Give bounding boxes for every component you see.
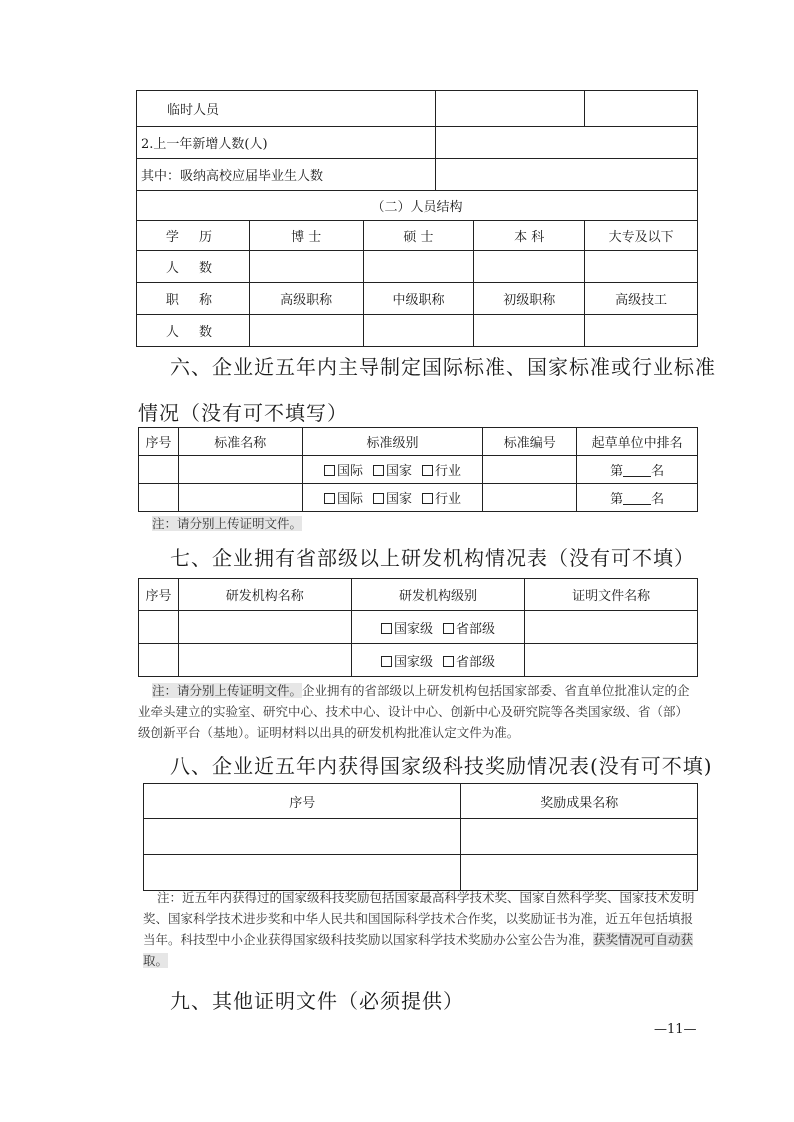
level-option[interactable]: 行业: [422, 464, 461, 479]
value-cell[interactable]: [249, 315, 363, 347]
value-cell[interactable]: [144, 819, 461, 855]
col-header: 研发机构级别: [351, 579, 525, 611]
value-cell[interactable]: [178, 611, 351, 644]
level-options: [302, 484, 483, 512]
section8-heading: 八、企业近五年内获得国家级科技奖励情况表(没有可不填): [170, 754, 713, 778]
col-header: 序号: [139, 579, 179, 611]
row-label: 其中：吸纳高校应届毕业生人数: [137, 159, 436, 191]
title-header: 高级职称: [249, 283, 363, 315]
level-options: [351, 644, 525, 677]
col-header: 标准级别: [302, 428, 483, 456]
row-label: 临时人员: [137, 91, 436, 127]
checkbox-icon[interactable]: [422, 493, 433, 504]
rank-blank[interactable]: [623, 464, 651, 477]
level-option[interactable]: 国家级: [381, 622, 433, 637]
count-label: 人 数: [137, 251, 250, 283]
col-header: 证明文件名称: [525, 579, 698, 611]
checkbox-icon[interactable]: [324, 493, 335, 504]
edu-header: 博 士: [249, 221, 363, 251]
col-header: 标准编号: [483, 428, 577, 456]
level-option[interactable]: 国家: [373, 492, 412, 507]
level-option[interactable]: 省部级: [443, 655, 495, 670]
count-label: 人 数: [137, 315, 250, 347]
level-option[interactable]: 省部级: [443, 622, 495, 637]
value-cell[interactable]: [144, 855, 461, 891]
rank-cell[interactable]: 第 名: [577, 484, 698, 512]
value-cell[interactable]: [178, 456, 302, 484]
col-header: 标准名称: [178, 428, 302, 456]
checkbox-icon[interactable]: [381, 623, 392, 634]
section6-note: 注：请分别上传证明文件。: [152, 516, 303, 531]
checkbox-icon[interactable]: [422, 465, 433, 476]
page-number: —11—: [654, 1022, 697, 1037]
section7-heading: 七、企业拥有省部级以上研发机构情况表（没有可不填）: [170, 546, 695, 570]
section7-note: 注：请分别上传证明文件。企业拥有的省部级以上研发机构包括国家部委、省直单位批准认定的企业牵头建立的实验室、研究中心、技术中心、设计中心、创新中心及研究院等各类国家级、省（部）级创新平台（基地）。证明材料以出具的研发机构批准认定文件为准。: [138, 683, 690, 740]
structure-title: （二）人员结构: [137, 191, 698, 221]
checkbox-icon[interactable]: [373, 493, 384, 504]
awards-table: [143, 783, 698, 891]
value-cell[interactable]: [436, 127, 698, 159]
col-header: 序号: [139, 428, 179, 456]
value-cell[interactable]: [483, 456, 577, 484]
level-option[interactable]: 国际: [324, 492, 363, 507]
level-option[interactable]: 国家级: [381, 655, 433, 670]
value-cell[interactable]: [249, 251, 363, 283]
section6-heading-cont: 情况（没有可不填写）: [138, 401, 348, 425]
title-header: 职 称: [137, 283, 250, 315]
edu-header: 大专及以下: [585, 221, 698, 251]
value-cell[interactable]: [363, 315, 474, 347]
checkbox-icon[interactable]: [443, 623, 454, 634]
col-header: 研发机构名称: [178, 579, 351, 611]
checkbox-icon[interactable]: [373, 465, 384, 476]
value-cell[interactable]: [436, 159, 698, 191]
section9-heading: 九、其他证明文件（必须提供）: [170, 989, 464, 1013]
level-option[interactable]: 国际: [324, 464, 363, 479]
value-cell[interactable]: [139, 456, 179, 484]
section8-note: 注：近五年内获得过的国家级科技奖励包括国家最高科学技术奖、国家自然科学奖、国家技术发明奖、国家科学技术进步奖和中华人民共和国国际科学技术合作奖，以奖励证书为准，近五年包括填报当年。科技型中小企业获得国家级科技奖励以国家科学技术奖励办公室公告为准，获奖情况可自动获取。: [143, 890, 695, 968]
rd-institution-table: [138, 578, 698, 677]
value-cell[interactable]: [363, 251, 474, 283]
value-cell[interactable]: [483, 484, 577, 512]
level-option[interactable]: 行业: [422, 492, 461, 507]
rank-blank[interactable]: [623, 492, 651, 505]
title-header: 高级技工: [585, 283, 698, 315]
value-cell[interactable]: [461, 855, 698, 891]
value-cell[interactable]: [436, 91, 585, 127]
value-cell[interactable]: [139, 644, 179, 677]
edu-header: 硕 士: [363, 221, 474, 251]
checkbox-icon[interactable]: [381, 656, 392, 667]
rank-cell[interactable]: 第 名: [577, 456, 698, 484]
col-header: 序号: [144, 784, 461, 819]
title-header: 初级职称: [474, 283, 585, 315]
value-cell[interactable]: [585, 315, 698, 347]
checkbox-icon[interactable]: [443, 656, 454, 667]
row-label: 2.上一年新增人数(人): [137, 127, 436, 159]
value-cell[interactable]: [525, 611, 698, 644]
checkbox-icon[interactable]: [324, 465, 335, 476]
value-cell[interactable]: [585, 91, 698, 127]
value-cell[interactable]: [178, 644, 351, 677]
value-cell[interactable]: [474, 315, 585, 347]
value-cell[interactable]: [461, 819, 698, 855]
value-cell[interactable]: [474, 251, 585, 283]
value-cell[interactable]: [178, 484, 302, 512]
value-cell[interactable]: [139, 611, 179, 644]
value-cell[interactable]: [139, 484, 179, 512]
edu-header: 本 科: [474, 221, 585, 251]
edu-header: 学 历: [137, 221, 250, 251]
col-header: 奖励成果名称: [461, 784, 698, 819]
section6-heading: 六、企业近五年内主导制定国际标准、国家标准或行业标准: [170, 355, 716, 379]
value-cell[interactable]: [585, 251, 698, 283]
standards-table: [138, 427, 698, 512]
personnel-table: [136, 90, 698, 347]
col-header: 起草单位中排名: [577, 428, 698, 456]
level-options: [302, 456, 483, 484]
value-cell[interactable]: [525, 644, 698, 677]
level-options: [351, 611, 525, 644]
level-option[interactable]: 国家: [373, 464, 412, 479]
title-header: 中级职称: [363, 283, 474, 315]
